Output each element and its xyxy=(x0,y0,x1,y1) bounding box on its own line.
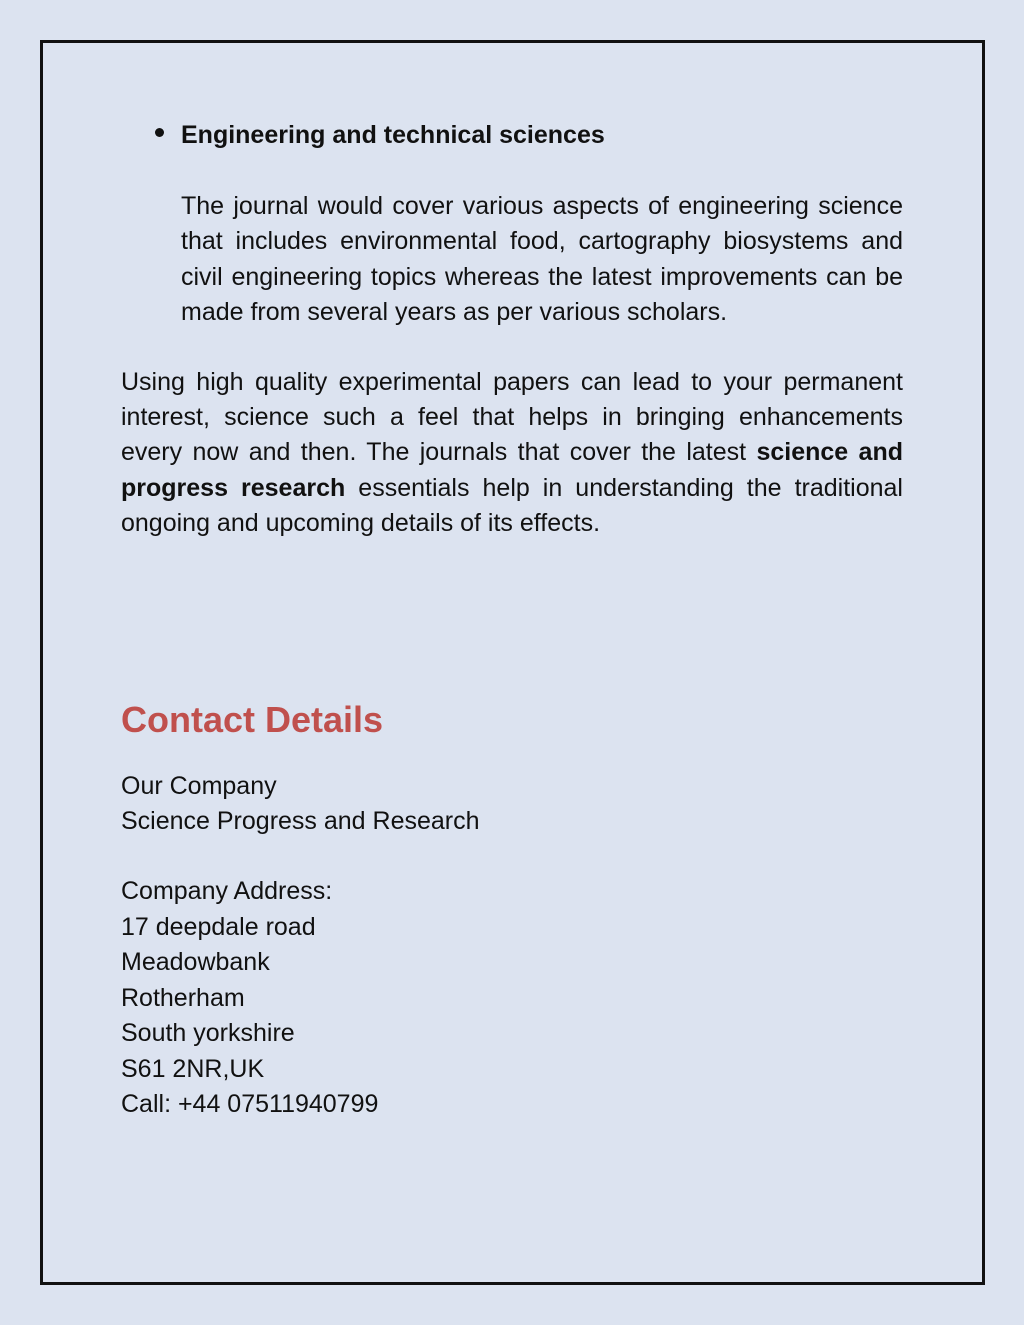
paragraph-text-start: Using high quality experimental papers can lead to your permanent interest, science such a feel that helps in bringing enhancements every now and then. The journals that cover the latest xyxy=(121,367,903,467)
bullet-heading: Engineering and technical sciences xyxy=(181,121,605,149)
contact-details-heading: Contact Details xyxy=(121,698,384,740)
company-label: Our Company xyxy=(121,771,277,800)
company-name: Science Progress and Research xyxy=(121,807,480,836)
bullet-body-text: The journal would cover various aspects of engineering science that includes environmental food, cartography biosystems and civil engineering topics whereas the latest improvements can be made from several years as per various scholars. xyxy=(181,192,903,327)
address-street: 17 deepdale road xyxy=(121,912,316,941)
address-block xyxy=(121,874,903,1122)
address-town: Rotherham xyxy=(121,983,245,1012)
paragraph-text-end: essentials help in understanding the traditional ongoing and upcoming details of its effects. xyxy=(121,473,903,538)
paragraph-bold-phrase: science and progress research xyxy=(121,438,903,502)
address-county: South yorkshire xyxy=(121,1019,295,1048)
address-label: Company Address: xyxy=(121,877,333,906)
phone-number: Call: +44 07511940799 xyxy=(121,1089,379,1118)
body-paragraph xyxy=(121,365,903,542)
company-block xyxy=(121,769,903,840)
address-area: Meadowbank xyxy=(121,948,270,977)
bullet-list-item xyxy=(121,118,903,331)
document-content xyxy=(121,118,903,1122)
bullet-point-icon xyxy=(155,128,164,137)
address-postcode: S61 2NR,UK xyxy=(121,1054,265,1083)
